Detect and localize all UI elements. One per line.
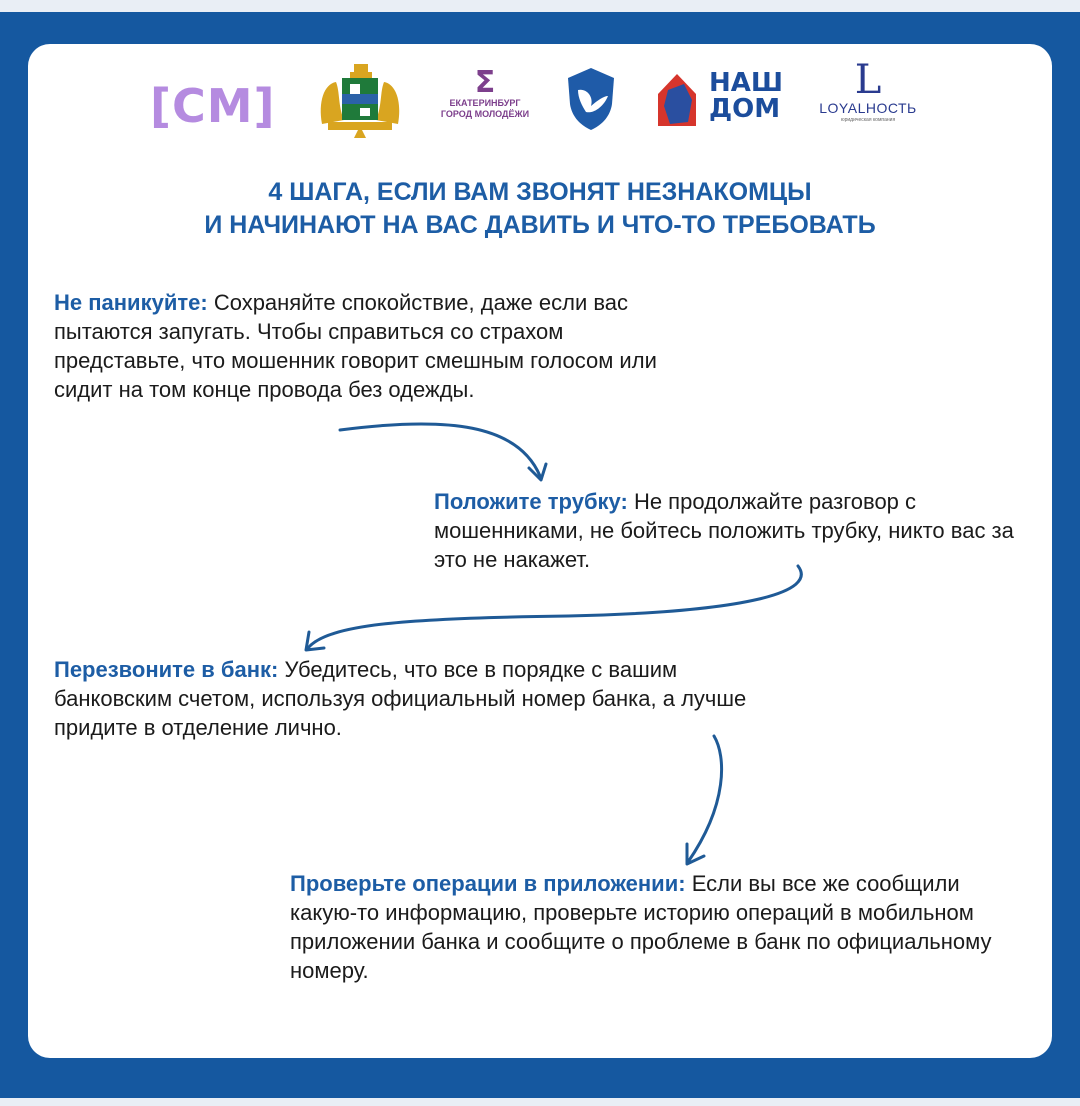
step-heading: Не паникуйте: [54, 290, 208, 315]
title-line-1: 4 ШАГА, ЕСЛИ ВАМ ЗВОНЯТ НЕЗНАКОМЦЫ [268, 178, 812, 206]
sm-logo-text: [СМ] [150, 79, 276, 133]
arrow-3-icon [688, 736, 722, 862]
step-heading: Проверьте операции в приложении: [290, 871, 686, 896]
bottom-strip [0, 1098, 1080, 1106]
step-heading: Положите трубку: [434, 489, 628, 514]
loyal-mark: L [854, 57, 882, 103]
step-text: Сохраняйте спокойствие, даже если вас пытаются запугать. Чтобы справиться со страхом представьте, что мошенник говорит смешным голосом или сидит на том конце провода без одежды. [54, 290, 657, 402]
top-strip [0, 0, 1080, 12]
content-card [28, 44, 1052, 1058]
step-text: Если вы все же сообщили какую-то информацию, проверьте историю операций в мобильном приложении банка и сообщите о проблеме в банк по официальному номеру. [290, 871, 992, 983]
step-text: Убедитесь, что все в порядке с вашим банковским счетом, используя официальный номер банка, а лучше придите в отделение лично. [54, 657, 747, 740]
flow-arrows [28, 44, 1052, 1058]
loyal-name-b: НОСТЬ [865, 100, 917, 116]
loyal-name-a: LOYAL [819, 100, 866, 116]
title-line-2: И НАЧИНАЮТ НА ВАС ДАВИТЬ И ЧТО-ТО ТРЕБОВАТЬ [204, 211, 876, 239]
ekb-line-2: ГОРОД МОЛОДЁЖИ [440, 109, 530, 119]
ekb-line-1: ЕКАТЕРИНБУРГ [449, 98, 521, 108]
loyal-subtitle: юридическая компания [840, 117, 896, 123]
nash-dom-line-1: НАШ [709, 68, 784, 98]
arrow-2-icon [308, 566, 801, 648]
nash-dom-line-2: ДОМ [709, 94, 781, 124]
arrow-1-icon [340, 424, 540, 476]
step-text: Не продолжайте разговор с мошенниками, не бойтесь положить трубку, никто вас за это не накажет. [434, 489, 1014, 572]
step-heading: Перезвоните в банк: [54, 657, 279, 682]
ekb-mark: Ʃ [474, 65, 496, 100]
